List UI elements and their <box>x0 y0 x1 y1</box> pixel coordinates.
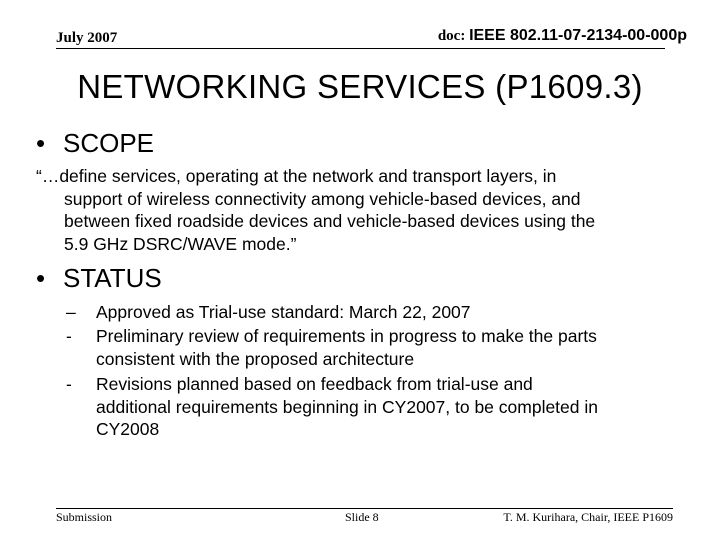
status-item-line <box>62 418 682 441</box>
status-heading <box>36 263 162 294</box>
status-item <box>62 301 682 324</box>
header-doc-id <box>438 27 687 45</box>
status-item-text: CY2008 <box>96 419 160 440</box>
status-item-text: Revisions planned based on feedback from trial-use and <box>96 374 533 394</box>
footer-slide-number: Slide 8 <box>345 510 379 524</box>
footer-submission: Submission <box>56 510 113 524</box>
status-item-line <box>62 325 682 348</box>
scope-quote-line: “…define services, operating at the network and transport layers, in <box>36 166 557 186</box>
header-date: July 2007 <box>56 30 118 46</box>
scope-quote-line: 5.9 GHz DSRC/WAVE mode.” <box>64 233 297 254</box>
status-item <box>62 373 682 441</box>
status-heading-text: STATUS <box>63 263 162 293</box>
footer-rule <box>56 508 673 509</box>
status-item-dash: - <box>66 326 72 346</box>
scope-quote <box>36 165 686 255</box>
status-item-line <box>62 348 682 371</box>
status-item-text: consistent with the proposed architecture <box>96 348 415 369</box>
status-item-line <box>62 301 682 324</box>
slide-title: NETWORKING SERVICES (P1609.3) <box>77 68 643 105</box>
scope-bullet: • <box>36 128 46 158</box>
header-rule <box>56 48 665 49</box>
status-item-line <box>62 373 682 396</box>
status-bullet: • <box>36 263 46 293</box>
status-item-text: Preliminary review of requirements in progress to make the parts <box>96 326 597 346</box>
status-item <box>62 325 682 370</box>
header-doc-number: IEEE 802.11-07-2134-00-000p <box>469 27 687 44</box>
status-item-dash: - <box>66 374 72 394</box>
scope-heading-text: SCOPE <box>63 128 155 158</box>
status-item-line <box>62 396 682 419</box>
scope-quote-line: support of wireless connectivity among vehicle-based devices, and <box>64 188 581 209</box>
status-item-dash: – <box>66 302 76 322</box>
scope-heading <box>36 128 154 159</box>
header-doc-label: doc: <box>437 28 470 44</box>
scope-quote-line: between fixed roadside devices and vehicle-based devices using the <box>64 211 596 232</box>
status-item-text: Approved as Trial-use standard: March 22, 2007 <box>96 302 471 322</box>
footer-author: T. M. Kurihara, Chair, IEEE P1609 <box>503 510 673 524</box>
status-item-text: additional requirements beginning in CY2007, to be completed in <box>96 396 598 417</box>
